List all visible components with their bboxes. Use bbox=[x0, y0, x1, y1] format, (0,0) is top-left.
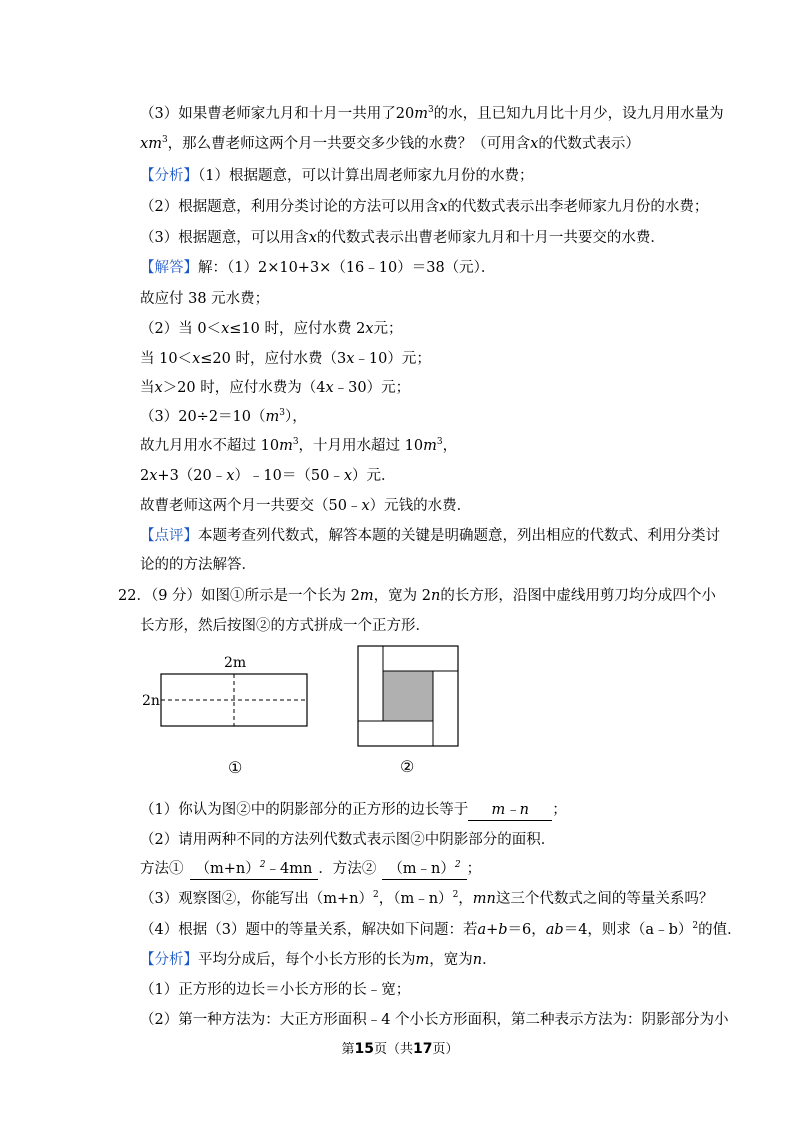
solution-line2: 故应付 38 元水费； bbox=[140, 291, 270, 307]
method-line: 方法① $(m+n)^2﹣4mn$ ．方法② （m﹣n）$^2$ ； bbox=[140, 859, 481, 880]
answer-method2: （m﹣n）$^2$ bbox=[382, 859, 466, 880]
figure-1-left-label: 2n bbox=[142, 693, 160, 709]
subq3: （3）观察图②，你能写出$(m+n)^2$，（m﹣n）$^2$，mn这三个代数式之间的等量关系吗？ bbox=[140, 890, 714, 907]
figure-2-square bbox=[350, 640, 470, 780]
figure-2-number: ② bbox=[400, 757, 415, 776]
analysis-line3: （3）根据题意，可以用含x的代数式表示出曹老师家九月和十月一共要交的水费． bbox=[140, 230, 665, 246]
question22-line2: 长方形，然后按图②的方式拼成一个正方形． bbox=[140, 618, 430, 634]
figure-1-top-label: 2m bbox=[224, 655, 247, 671]
solution-line5: 当x＞20 时，应付水费为（4x﹣30）元； bbox=[140, 380, 411, 396]
subq1: （1）你认为图②中的阴影部分的正方形的边长等于 m﹣n ； bbox=[140, 800, 567, 821]
subq2: （2）请用两种不同的方法列代数式表示图②中阴影部分的面积． bbox=[140, 832, 556, 848]
page-total: 17 bbox=[413, 1041, 433, 1057]
subq4: （4）根据（3）题中的等量关系，解决如下问题：若a+b＝6，ab＝4，则求（a﹣b）$^2$的值． bbox=[140, 921, 742, 938]
page-number: 15 bbox=[354, 1041, 374, 1057]
solution-line8: 2x+3（20﹣x）﹣10＝（50﹣x）元． bbox=[140, 468, 396, 484]
comment-line1: 【点评】本题考查列代数式，解答本题的关键是明确题意，列出相应的代数式、利用分类讨 bbox=[140, 528, 720, 544]
analysis-tag: 【分析】 bbox=[140, 168, 198, 184]
analysis2-line3: （2）第一种方法为：大正方形面积﹣4 个小长方形面积，第二种表示方法为：阴影部分为小 bbox=[140, 1012, 729, 1028]
solution-line9: 故曹老师这两个月一共要交（50﹣x）元钱的水费． bbox=[140, 498, 472, 514]
solution-line6: $(3)20\div 2=10(m^3)$， bbox=[140, 408, 307, 425]
solution-line4: 当 10＜x≤20 时，应付水费（3x﹣10）元； bbox=[140, 351, 431, 367]
analysis2-tag: 【分析】 bbox=[140, 952, 198, 968]
question22-line1: 22．（9 分）如图①所示是一个长为 2m，宽为 2n的长方形，沿图中虚线用剪刀均分成四个小 bbox=[118, 588, 716, 604]
figure-1-number: ① bbox=[228, 758, 243, 777]
comment-line2: 论的的方法解答． bbox=[140, 557, 256, 573]
analysis2-line2: （1）正方形的边长＝小长方形的长﹣宽； bbox=[140, 982, 411, 998]
answer-1: m﹣n bbox=[468, 800, 552, 821]
solution-line1: 【解答】解：（1）2×10+3×（16﹣10）＝38（元）． bbox=[140, 260, 496, 276]
solution-line7: 故九月用水不超过 $10m^3$，十月用水超过 $10m^3$， bbox=[140, 437, 458, 454]
answer-method1: $(m+n)^2﹣4mn$ bbox=[190, 859, 319, 880]
solution-tag: 【解答】 bbox=[140, 260, 198, 276]
figure-2-shaded-square bbox=[383, 671, 433, 721]
problem3-line1: （3）如果曹老师家九月和十月一共用了$20m^3$的水，且已知九月比十月少，设九月用水量为 bbox=[140, 105, 724, 122]
problem3-line2: $xm^3$，那么曹老师这两个月一共要交多少钱的水费？（可用含x的代数式表示） bbox=[140, 135, 640, 152]
analysis-line1: 【分析】（1）根据题意，可以计算出周老师家九月份的水费； bbox=[140, 168, 534, 184]
figure-1-rectangle bbox=[130, 645, 330, 785]
comment-tag: 【点评】 bbox=[140, 528, 198, 544]
solution-line3: （2）当 0＜x≤10 时，应付水费 2x元； bbox=[140, 321, 403, 337]
page-footer: 第15页（共17页） bbox=[341, 1041, 459, 1057]
analysis-line2: （2）根据题意，利用分类讨论的方法可以用含x的代数式表示出李老师家九月份的水费； bbox=[140, 199, 709, 215]
analysis2-line1: 【分析】平均分成后，每个小长方形的长为m，宽为n． bbox=[140, 952, 497, 968]
